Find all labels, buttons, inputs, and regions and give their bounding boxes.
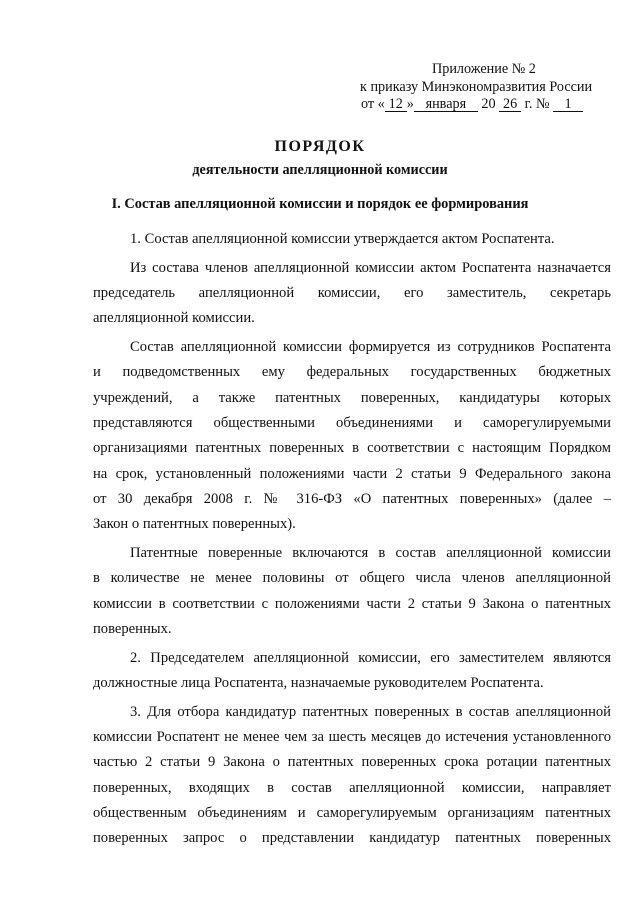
text-line: Состав апелляционной комиссии формируется из сотрудников Роспатента (130, 339, 611, 356)
text-line: Закон о патентных поверенных). (93, 516, 296, 533)
text-line: должностные лица Роспатента, назначаемые руководителем Роспатента. (93, 675, 544, 692)
paragraph-1 (93, 227, 611, 252)
text-line: комиссии в соответствии с положениями части 2 статьи 9 Закона о патентных (93, 595, 611, 612)
order-reference: к приказу Минэкономразвития России (360, 79, 593, 95)
year-suffix: 26 (499, 97, 521, 112)
year-prefix: 20 (481, 96, 496, 112)
paragraph-2 (93, 256, 611, 332)
date-prefix: от « (361, 96, 385, 112)
date-month: января (414, 97, 478, 112)
text-line: Патентные поверенные включаются в состав апелляционной комиссии (130, 545, 611, 562)
year-label: г. № (524, 96, 550, 112)
text-line: поверенных, входящих в состав апелляционной комиссии, направляет (93, 779, 611, 796)
date-mid: » (406, 96, 414, 112)
appendix-label: Приложение № 2 (432, 61, 536, 77)
document-body (93, 227, 611, 852)
document-title: ПОРЯДОК (274, 138, 366, 155)
text-line: Из состава членов апелляционной комиссии актом Роспатента назначается (130, 259, 611, 276)
paragraph-3 (93, 335, 611, 537)
paragraph-4 (93, 541, 611, 642)
text-line: 3. Для отбора кандидатур патентных поверенных в состав апелляционной (130, 703, 611, 720)
paragraph-6 (93, 700, 611, 852)
order-number: 1 (553, 97, 583, 112)
text-line: учреждений, а также патентных поверенных, кандидатуры которых (93, 389, 611, 406)
date-day: 12 (385, 97, 407, 112)
order-date-line (361, 96, 640, 113)
text-line: от 30 декабря 2008 г. № 316-ФЗ «О патентных поверенных» (далее – (93, 490, 611, 507)
document-subtitle: деятельности апелляционной комиссии (192, 162, 448, 178)
section-heading: I. Состав апелляционной комиссии и порядок ее формирования (111, 196, 529, 212)
text-line: в количестве не менее половины от общего числа членов апелляционной (93, 570, 611, 587)
text-line: 2. Председателем апелляционной комиссии, его заместителем являются (130, 649, 611, 666)
text-line: представляются общественными объединениями и саморегулируемыми (93, 415, 611, 432)
text-line: апелляционной комиссии. (93, 310, 255, 327)
text-line: 1. Состав апелляционной комиссии утверждается актом Роспатента. (130, 231, 555, 247)
text-line: на срок, установленный положениями части 2 статьи 9 Федерального закона (93, 465, 611, 482)
paragraph-5 (93, 646, 611, 697)
text-line: поверенных запрос о представлении кандидатур патентных поверенных (93, 830, 611, 847)
text-line: поверенных. (93, 620, 172, 637)
text-line: и подведомственных ему федеральных государственных бюджетных (93, 364, 611, 381)
text-line: частью 2 статьи 9 Закона о патентных поверенных срока ротации патентных (93, 754, 611, 771)
text-line: организациями патентных поверенных в соответствии с настоящим Порядком (93, 440, 611, 457)
text-line: общественным объединениям и саморегулируемым организациям патентных (93, 805, 611, 822)
text-line: председатель апелляционной комиссии, его заместитель, секретарь (93, 285, 611, 302)
text-line: комиссии Роспатент не менее чем за шесть месяцев до истечения установленного (93, 729, 611, 746)
